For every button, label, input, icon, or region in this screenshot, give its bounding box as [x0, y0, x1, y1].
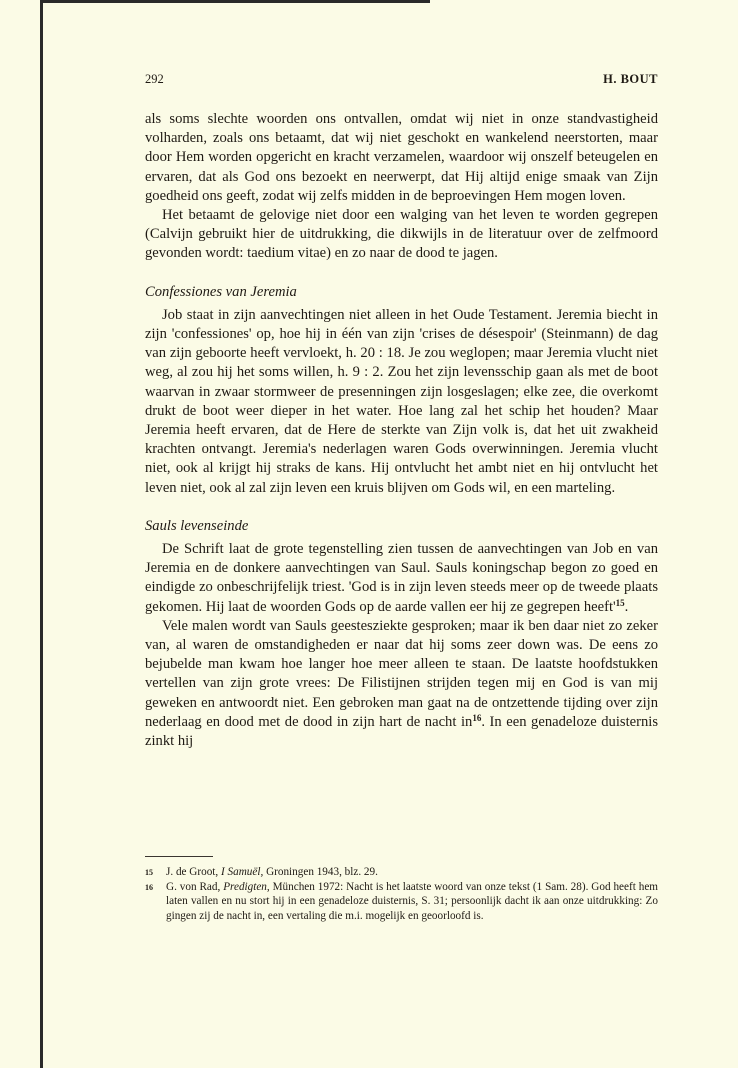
paragraph-jeremia: Job staat in zijn aanvechtingen niet alleen in het Oude Testament. Jeremia biecht in zijn 'confessiones' op, hoe hij in één van zijn 'crises de désespoir' (Steinmann) de dag van zijn geboorte heeft vervloekt, h. 20 : 18. Je zou weglopen; maar Jeremia vlucht niet weg, al zou hij het soms willen, h. 9 : 2. Zou het zijn levensschip gaan als met de boot waarvan in zwaar stormweer de presenningen zijn losgeslagen; elke zee, die overkomt drukt de boot weer dieper in het water. Hoe lang zal het schip het houden? Maar Jeremia heeft ervaren, dat de Here de sterkte van Zijn volk is, dat het uit zwakheid krachten ontvangt. Jeremia's nederlagen waren Gods overwinningen. Jeremia vlucht niet, ook al krijgt hij straks de kans. Hij ontvlucht het ambt niet en hij ontvlucht het leven niet, ook al zal zijn leven een kruis blijven om Gods wil, en een marteling. — [145, 306, 658, 496]
paragraph-text-end: . — [624, 598, 629, 615]
running-head-author: H. BOUT — [603, 72, 658, 86]
footnote-number: 16 — [145, 883, 153, 893]
paragraph-continued: als soms slechte woorden ons ontvallen, omdat wij niet in onze standvastigheid volharden, zoals ons betaamt, dat wij niet geschokt en wankelend neerstorten, maar door Hem worden opgericht en kracht verzamelen, waardoor wij onszelf beteugelen en ervaren, dat als God ons bezoekt en neerwerpt, dat Hij altijd enige smaak van Zijn goedheid ons geeft, zodat wij zelfs midden in de beproevingen Hem mogen loven. — [145, 111, 658, 204]
footnote-ref-16[interactable]: 16 — [472, 712, 482, 723]
section-heading-confessiones: Confessiones van Jeremia — [145, 283, 297, 300]
footnote-title: Predigten, — [223, 881, 270, 894]
footnote-ref-15[interactable]: 15 — [615, 597, 625, 608]
page-number: 292 — [145, 72, 164, 86]
running-head — [145, 72, 658, 92]
paragraph-taedium-vitae: Het betaamt de gelovige niet door een walging van het leven te worden gegrepen (Calvijn gebruikt hier de uitdrukking, die dikwijls in de literatuur over de zelfmoord gevonden wordt: taedium vitae) en zo naar de dood te jagen. — [145, 207, 658, 262]
paragraph-text: Vele malen wordt van Sauls geestesziekte gesproken; maar ik ben daar niet zo zeker van, al waren de omstandigheden er naar dat hij soms zeer down was. De eens zo bejubelde man kwam hoe langer hoe meer alleen te staan. De laatste hoofdstukken vertellen van zijn grote vrees: De Filistijnen strijden tegen mij en God is van mij geweken en antwoordt niet. Een gebroken man gaat na de ontzettende tijding over zijn nederlaag en dood met de dood in zijn hart de nacht in — [145, 617, 658, 730]
footnote-suffix: Groningen 1943, blz. 29. — [263, 866, 378, 878]
footnote-text — [166, 865, 658, 880]
paragraph-text-end: . In een genadeloze duisternis zinkt hij — [145, 713, 658, 750]
scan-edge-top — [40, 0, 430, 3]
section-heading-saul: Sauls levenseinde — [145, 517, 249, 534]
footnote-rule — [145, 856, 213, 857]
body-text — [145, 110, 658, 751]
footnotes — [145, 865, 658, 923]
footnote-prefix: G. von Rad, — [166, 881, 224, 894]
paragraph-text: De Schrift laat de grote tegenstelling zien tussen de aanvechtingen van Job en van Jeremia en de donkere aanvechtingen van Saul. Sauls koningschap begon zo goed en eindigde zo onbeschrijfelijk triest. 'God is in zijn leven steeds meer op de tweede plaats gekomen. Hij laat de woorden Gods op de aarde vallen eer hij ze gegrepen heeft' — [145, 541, 658, 615]
book-page — [145, 72, 658, 922]
footnote-suffix: München 1972: Nacht is het laatste woord van onze tekst (1 Sam. 28). God heeft hem laten vallen en nu stort hij in een genadeloze duisternis, S. 31; persoonlijk dacht ik aan onze uitdrukking: Zo gingen zij de nacht in, een vertaling die m.i. mogelijk en geoorloofd is. — [166, 881, 658, 922]
footnote-item — [145, 865, 658, 880]
paragraph-saul-koningschap — [145, 540, 658, 617]
footnote-prefix: J. de Groot, — [166, 866, 221, 878]
footnote-number: 15 — [145, 868, 153, 877]
footnote-title: I Samuël, — [221, 866, 264, 878]
paragraph-saul-geestesziekte — [145, 617, 658, 751]
footnote-text — [166, 880, 658, 923]
footnote-item — [145, 880, 658, 923]
scan-edge-left — [40, 0, 43, 1068]
